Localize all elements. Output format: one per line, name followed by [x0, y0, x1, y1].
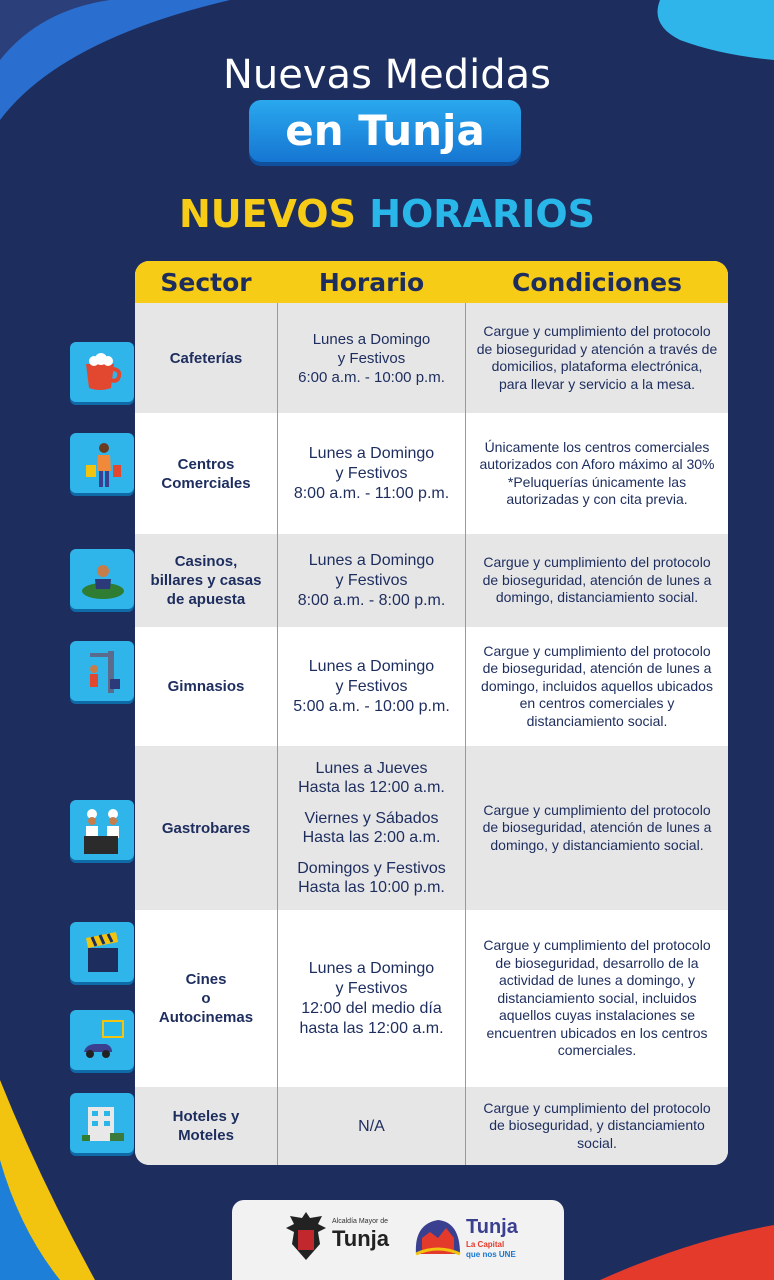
schedule-text: Lunes a Domingo y Festivos 8:00 a.m. - 11:00 p.m. [293, 444, 450, 502]
subtitle-part1: NUEVOS [178, 192, 356, 236]
conditions-text: Cargue y cumplimiento del protocolo de bioseguridad, atención de lunes a domingo, y distanciamiento social. [482, 801, 712, 853]
coat-of-arms-logo [284, 1210, 328, 1264]
page-title-line1: Nuevas Medidas [223, 52, 551, 98]
schedule-text: Lunes a Domingo y Festivos 6:00 a.m. - 10:00 p.m. [298, 330, 445, 386]
sector-label: Cines o Autocinemas [158, 971, 254, 1026]
table-row-casinos [135, 534, 728, 628]
casino-table-icon [70, 549, 134, 609]
subtitle [0, 192, 774, 236]
schedule-text: Lunes a Domingo y Festivos 12:00 del medio día hasta las 12:00 a.m. [299, 959, 444, 1037]
capital-slogan-2: que nos UNE [466, 1250, 516, 1259]
sector-label: Casinos, billares y casas de apuesta [150, 553, 262, 608]
schedule-text: Lunes a Domingo y Festivos 5:00 a.m. - 10:00 p.m. [293, 657, 450, 715]
schedule-block [298, 759, 445, 797]
schedule-hours: Hasta las 2:00 a.m. [302, 829, 441, 846]
table-row-gastrobares [135, 746, 728, 911]
header-condiciones: Condiciones [512, 268, 682, 297]
conditions-text: Cargue y cumplimiento del protocolo de bioseguridad, atención de lunes a domingo, incluidos aquellos ubicados en centros comerciales y distanciamiento social. [481, 642, 713, 729]
header-sector: Sector [160, 268, 252, 297]
sector-label: Centros Comerciales [161, 455, 251, 492]
schedule-days: Viernes y Sábados [304, 810, 439, 827]
drive-in-car-icon [70, 1010, 134, 1070]
capital-tunja-text: Tunja [466, 1216, 518, 1238]
table-header [135, 261, 728, 303]
tunja-capital-logo [412, 1214, 464, 1258]
header-horario: Horario [318, 268, 425, 297]
page-title-line2: en Tunja [249, 100, 521, 162]
conditions-text: Únicamente los centros comerciales autorizados con Aforo máximo al 30% *Peluquerías únicamente las autorizadas y con cita previa. [479, 438, 715, 507]
sector-label: Gimnasios [167, 678, 245, 695]
schedule-text: N/A [358, 1117, 385, 1135]
table-row-gimnasios [135, 627, 728, 747]
table-row-cafeterias [135, 303, 728, 414]
sector-label: Cafeterías [169, 349, 243, 367]
table-row-hoteles [135, 1087, 728, 1165]
clapperboard-icon [70, 922, 134, 982]
sector-label: Gastrobares [161, 819, 251, 837]
shopper-icon [70, 433, 134, 493]
conditions-text: Cargue y cumplimiento del protocolo de bioseguridad, y distanciamiento social. [483, 1099, 711, 1151]
sector-label: Hoteles y Moteles [172, 1108, 240, 1144]
schedule-hours: Hasta las 10:00 p.m. [298, 879, 445, 896]
schedule-text: Lunes a Domingo y Festivos 8:00 a.m. - 8:00 p.m. [297, 551, 446, 609]
conditions-text: Cargue y cumplimiento del protocolo de bioseguridad, desarrollo de la actividad de lunes a domingo, y distanciamiento social, incluidos aquellos cuyas instalaciones se encuentren ubicados en los centros comerciales. [483, 937, 711, 1059]
gym-machine-icon [70, 641, 134, 701]
capital-slogan-1: La Capital [466, 1240, 505, 1249]
table-row-cines [135, 910, 728, 1088]
alcaldia-tunja-text: Tunja [332, 1226, 390, 1251]
schedule-table [135, 261, 728, 1165]
footer-logos [232, 1200, 564, 1280]
schedule-block [303, 809, 441, 847]
schedule-hours: Hasta las 12:00 a.m. [298, 779, 445, 796]
schedule-days: Domingos y Festivos [297, 860, 446, 877]
schedule-block [297, 859, 446, 897]
hotel-building-icon [70, 1093, 134, 1153]
chef-icon [70, 800, 134, 860]
schedule-days: Lunes a Jueves [315, 760, 428, 777]
alcaldia-small-text: Alcaldía Mayor de [332, 1218, 389, 1225]
table-row-centros-comerciales [135, 413, 728, 535]
coffee-cup-icon [70, 342, 134, 402]
subtitle-part2: HORARIOS [369, 192, 596, 236]
conditions-text: Cargue y cumplimiento del protocolo de bioseguridad, atención de lunes a domingo, distanciamiento social. [482, 554, 712, 606]
conditions-text: Cargue y cumplimiento del protocolo de bioseguridad y atención a través de domicilios, plataforma electrónica, para llevar y servicio a la mesa. [476, 323, 718, 392]
